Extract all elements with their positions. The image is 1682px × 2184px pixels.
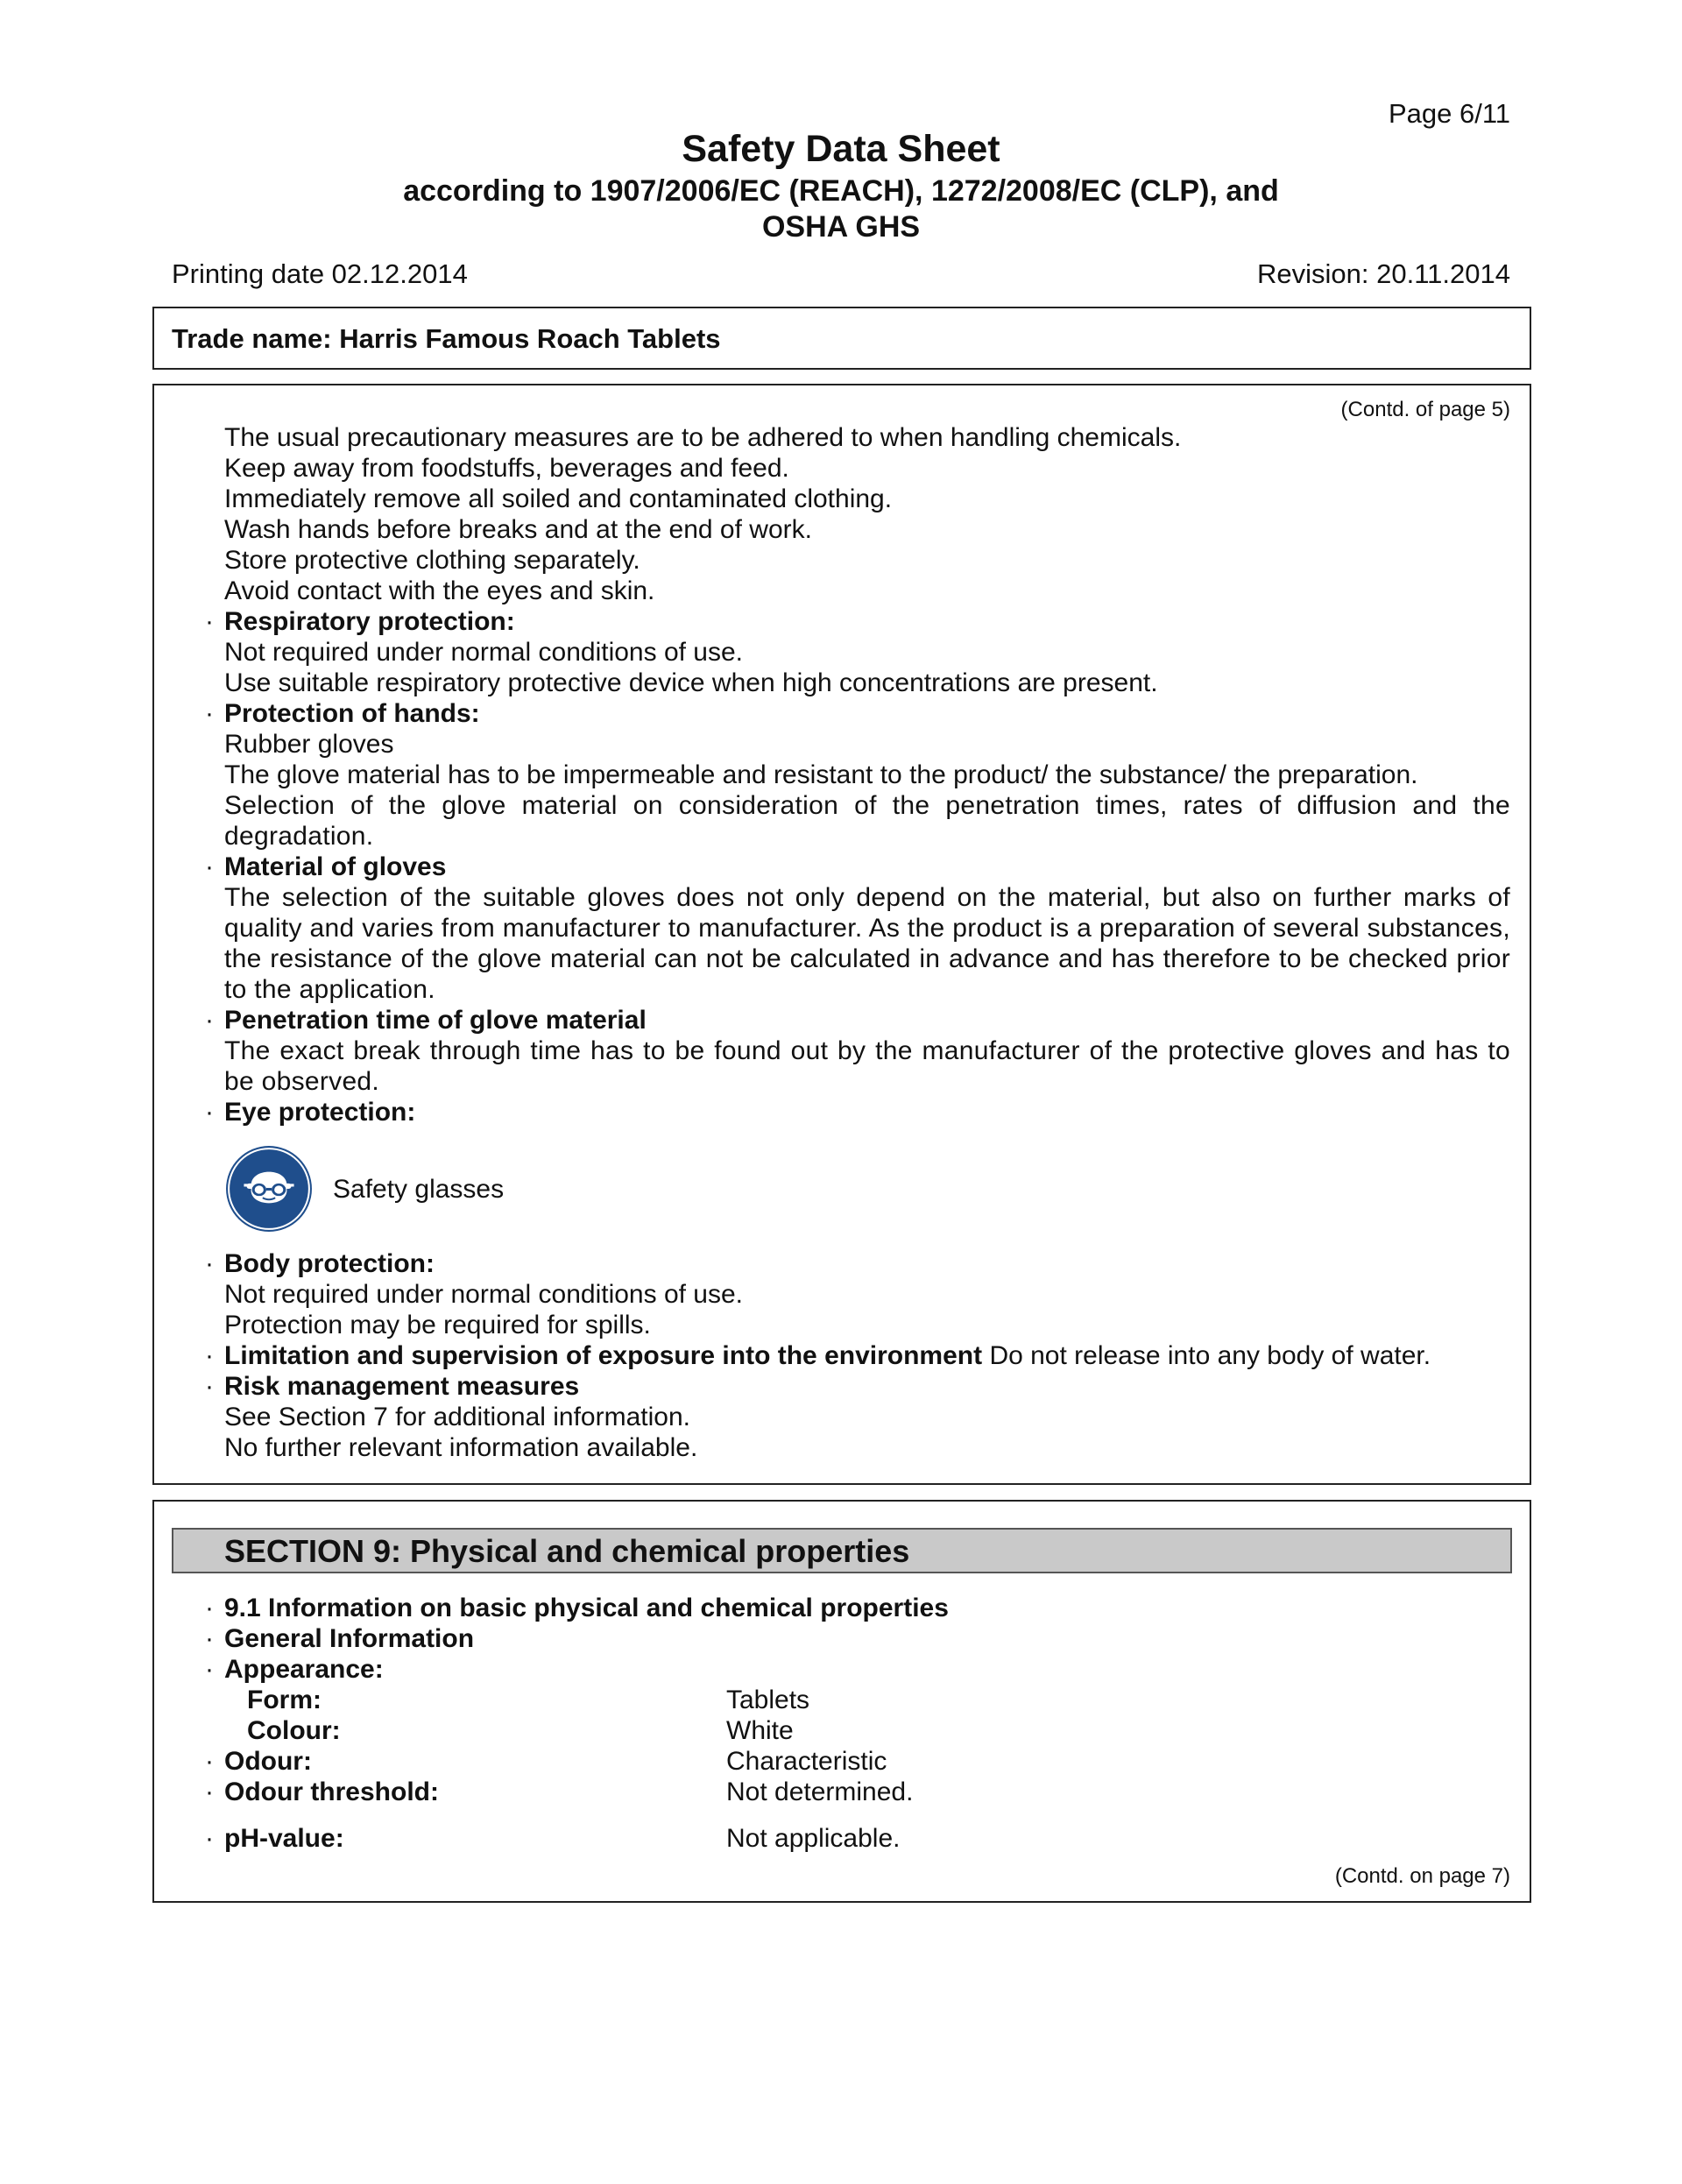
- property-value: Tablets: [726, 1686, 810, 1714]
- hygiene-line: Immediately remove all soiled and contaminated clothing.: [224, 484, 893, 513]
- property-label: · pH-value:: [224, 1824, 344, 1853]
- hygiene-line: Avoid contact with the eyes and skin.: [224, 576, 655, 605]
- eye-protection-item: [224, 1129, 1510, 1248]
- section-9-box: [152, 1500, 1531, 1903]
- respiratory-line: Use suitable respiratory protective device when high concentrations are present.: [224, 668, 1158, 697]
- printing-date: Printing date 02.12.2014: [172, 258, 468, 289]
- exposure-controls-box: [152, 384, 1531, 1485]
- eye-protection-heading: · Eye protection:: [224, 1097, 1510, 1127]
- hygiene-line: The usual precautionary measures are to be adhered to when handling chemicals.: [224, 423, 1182, 452]
- environment-heading: Limitation and supervision of exposure into the environment: [224, 1341, 983, 1370]
- property-value: White: [726, 1716, 794, 1745]
- section-9-content: [224, 1593, 1510, 1854]
- property-label: Colour:: [247, 1716, 341, 1745]
- continued-from-label: (Contd. of page 5): [1340, 398, 1510, 421]
- material-gloves-text: The selection of the suitable gloves does not only depend on the material, but also on further marks of quality and varies from manufacturer to manufacturer. As the product is a preparation of several substances, the resistance of the glove material can not be calculated in advance and has therefore to be checked prior to the application.: [224, 883, 1510, 1004]
- property-value: Not determined.: [726, 1778, 914, 1806]
- material-gloves-heading: · Material of gloves: [224, 852, 1510, 882]
- respiratory-heading: · Respiratory protection:: [224, 606, 1510, 637]
- revision-date: Revision: 20.11.2014: [1257, 258, 1510, 289]
- section-9-title-bar: [172, 1528, 1512, 1573]
- trade-name: Trade name: Harris Famous Roach Tablets: [172, 323, 721, 354]
- general-heading: · General Information: [224, 1623, 1510, 1654]
- hygiene-line: Store protective clothing separately.: [224, 546, 640, 575]
- info-heading: · 9.1 Information on basic physical and chemical properties: [224, 1593, 1510, 1623]
- document-title: Safety Data Sheet: [682, 128, 1000, 170]
- property-label: · Odour threshold:: [224, 1778, 439, 1806]
- penetration-heading: · Penetration time of glove material: [224, 1005, 1510, 1035]
- property-row-odour-threshold: [224, 1777, 1510, 1807]
- safety-glasses-icon: [224, 1144, 314, 1233]
- body-protection-line: Not required under normal conditions of use.: [224, 1280, 744, 1309]
- property-label: · Odour:: [224, 1747, 312, 1776]
- risk-line: No further relevant information available.: [224, 1433, 698, 1462]
- subtitle-line-2: OSHA GHS: [761, 210, 921, 244]
- hands-line: Rubber gloves: [224, 730, 394, 759]
- respiratory-line: Not required under normal conditions of use.: [224, 638, 744, 667]
- hygiene-line: Wash hands before breaks and at the end of work.: [224, 515, 812, 544]
- hands-line: The glove material has to be impermeable and resistant to the product/ the substance/ the preparation.: [224, 760, 1418, 789]
- eye-protection-label: Safety glasses: [333, 1174, 505, 1204]
- property-value: Characteristic: [726, 1747, 887, 1776]
- document-subtitle: [0, 173, 1682, 245]
- body-protection-line: Protection may be required for spills.: [224, 1311, 651, 1339]
- section-9-title: SECTION 9: Physical and chemical properties: [224, 1533, 910, 1569]
- hygiene-line: Keep away from foodstuffs, beverages and feed.: [224, 454, 789, 483]
- page-number: Page 6/11: [1388, 98, 1510, 129]
- property-row-odour: [224, 1746, 1510, 1777]
- exposure-controls-content: [224, 422, 1510, 1463]
- property-value: Not applicable.: [726, 1824, 901, 1853]
- environment-row: [224, 1340, 1510, 1371]
- property-row-colour: [224, 1715, 1510, 1746]
- risk-heading: · Risk management measures: [224, 1371, 1510, 1402]
- appearance-heading: · Appearance:: [224, 1654, 1510, 1685]
- penetration-text: The exact break through time has to be found out by the manufacturer of the protective gloves and has to be observed.: [224, 1036, 1510, 1096]
- hands-heading: · Protection of hands:: [224, 698, 1510, 729]
- trade-name-box: [152, 307, 1531, 370]
- property-row-ph: [224, 1823, 1510, 1854]
- risk-line: See Section 7 for additional information.: [224, 1403, 690, 1431]
- hands-line: Selection of the glove material on consideration of the penetration times, rates of diffusion and the degradation.: [224, 791, 1510, 851]
- body-protection-heading: · Body protection:: [224, 1248, 1510, 1279]
- continued-on-label: (Contd. on page 7): [1334, 1864, 1510, 1888]
- property-label: Form:: [247, 1686, 322, 1714]
- environment-text: Do not release into any body of water.: [989, 1341, 1431, 1370]
- property-row-form: [224, 1685, 1510, 1715]
- subtitle-line-1: according to 1907/2006/EC (REACH), 1272/2008/EC (CLP), and: [403, 174, 1279, 208]
